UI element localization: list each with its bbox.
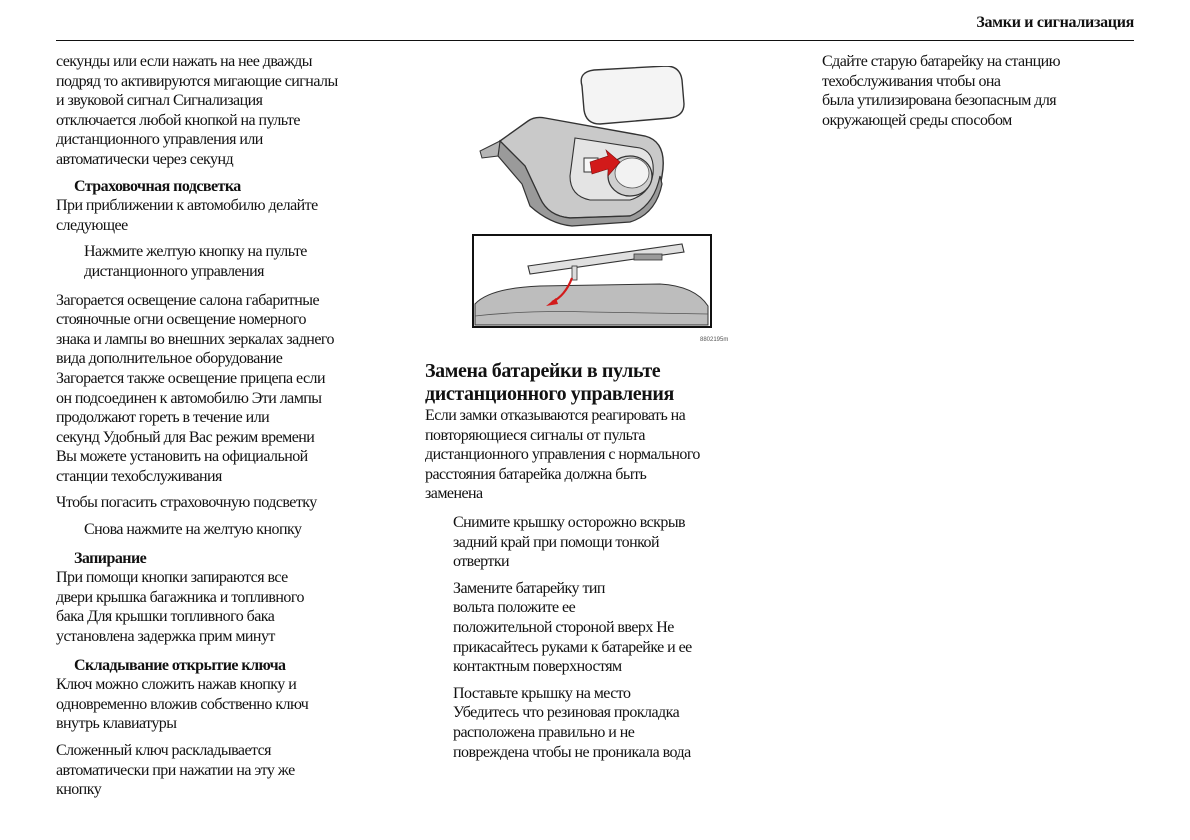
figure-code: 8802195m bbox=[700, 337, 729, 343]
battery-cover-icon bbox=[581, 66, 684, 124]
battery-step-2: Замените батарейку тип вольта положите ее положительной стороной вверх Не прикасайтесь руками к батарейке и ее контактным поверхностям bbox=[453, 579, 692, 676]
header-title: Замки и сигнализация bbox=[976, 14, 1134, 31]
approach-paragraph: При приближении к автомобилю делайте следующее bbox=[56, 197, 318, 234]
battery-intro-paragraph: Если замки отказываются реагировать на повторяющиеся сигналы от пульта дистанционного управления с нормального расстояния батарейка должна быть заменена bbox=[425, 407, 700, 503]
recycle-paragraph: Сдайте старую батарейку на станцию техобслуживания чтобы она была утилизирована безопасным для окружающей среды способом bbox=[822, 53, 1061, 129]
press-again-step: Снова нажмите на желтую кнопку bbox=[84, 521, 302, 539]
battery-step-1: Снимите крышку осторожно вскрыв задний край при помощи тонкой отвертки bbox=[453, 513, 686, 571]
key-fold-heading: Складывание открытие ключа bbox=[74, 656, 286, 674]
key-unfold-paragraph: Сложенный ключ раскладывается автоматически при нажатии на эту же кнопку bbox=[56, 742, 295, 799]
middle-column bbox=[425, 360, 770, 762]
locking-heading: Запирание bbox=[74, 549, 147, 567]
cover-detail-diagram bbox=[473, 235, 711, 327]
lights-paragraph: Загорается освещение салона габаритные стояночные огни освещение номерного знака и лампы во внешних зеркалах заднего вида дополнительное оборудование Загорается также освещение прицепа если он подсоединен к автомобилю Эти лампы продолжают гореть в течение или секунд Удобный для Вас режим времени Вы можете установить на официальной станции техобслуживания bbox=[56, 291, 334, 485]
key-fold-paragraph: Ключ можно сложить нажав кнопку и одновременно вложив собственно ключ внутрь клавиатуры bbox=[56, 676, 309, 733]
header-rule bbox=[56, 40, 1134, 41]
right-column bbox=[822, 52, 1142, 130]
left-column bbox=[56, 52, 401, 800]
press-yellow-step: Нажмите желтую кнопку на пульте дистанционного управления bbox=[84, 243, 307, 280]
alarm-paragraph: секунды или если нажать на нее дважды подряд то активируются мигающие сигналы и звуковой сигнал Сигнализация отключается любой кнопкой на пульте дистанционного управления или автоматически через секунд bbox=[56, 53, 338, 168]
key-fob-icon bbox=[480, 117, 663, 226]
battery-step-3: Поставьте крышку на место Убедитесь что резиновая прокладка расположена правильно и не повреждена чтобы не проникала вода bbox=[453, 684, 691, 761]
locking-paragraph: При помощи кнопки запираются все двери крышка багажника и топливного бака Для крышки топливного бака установлена задержка прим минут bbox=[56, 569, 304, 646]
safety-light-heading: Страховочная подсветка bbox=[74, 177, 241, 195]
battery-section-heading: Замена батарейки в пульте дистанционного управления bbox=[425, 360, 674, 405]
battery-illustration bbox=[470, 66, 750, 356]
turn-off-paragraph: Чтобы погасить страховочную подсветку bbox=[56, 494, 317, 512]
